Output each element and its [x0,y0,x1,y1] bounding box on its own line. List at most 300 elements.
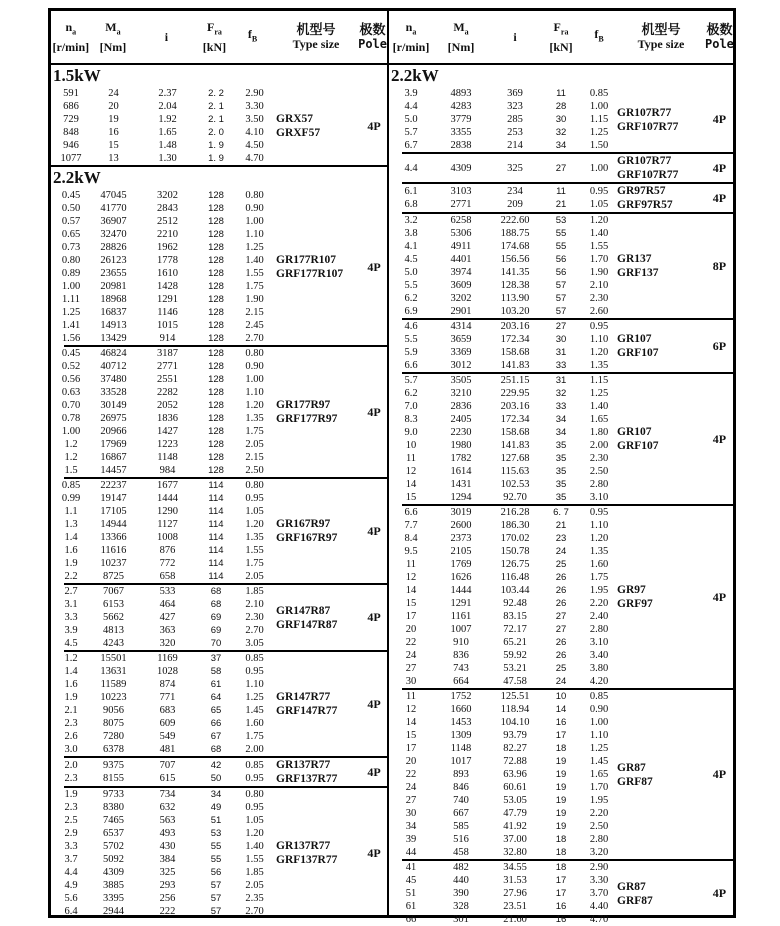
spec-row [51,215,276,228]
spec-cell: 1. 9 [208,140,224,151]
spec-cell: 128 [208,190,224,201]
spec-cell: 1.05 [245,506,264,517]
spec-cell: 17 [405,743,417,754]
spec-row [389,703,617,716]
spec-cell: 37480 [100,374,127,385]
spec-cell: 1015 [157,320,178,331]
spec-cell: 26 [555,637,567,648]
spec-cell: 0.95 [589,186,609,197]
spec-cell: 114 [208,571,224,582]
spec-cell: 53 [210,828,222,839]
pole-label: 4P [712,589,727,604]
spec-cell: 57 [555,280,567,291]
spec-cell: 2.20 [589,808,609,819]
spec-cell: 6153 [103,599,124,610]
spec-cell: 118.94 [500,704,530,715]
spec-row [51,905,276,918]
spec-cell: 14 [405,585,417,596]
spec-block [389,374,734,504]
spec-cell: 740 [453,795,469,806]
spec-cell: 874 [159,679,176,690]
type-size-line: GR137R77 [276,840,331,852]
spec-cell: 5662 [103,612,124,623]
spec-row [389,532,617,545]
spec-cell: 8380 [103,802,124,813]
spec-cell: 3019 [450,507,472,518]
spec-row [389,266,617,279]
spec-cell: 2.80 [589,624,609,635]
spec-cell: 4.6 [404,321,418,332]
spec-cell: 1.85 [245,867,264,878]
spec-cell: 20966 [100,426,127,437]
spec-cell: 2105 [450,546,472,557]
spec-cell: 8.4 [404,533,418,544]
spec-cell: 2.5 [64,815,78,826]
spec-cell: 17 [555,888,567,899]
spec-block [389,154,734,182]
spec-cell: 3.10 [589,492,609,503]
spec-cell: 2.05 [245,880,264,891]
spec-cell: 2.7 [64,586,78,597]
spec-rows [389,87,617,152]
spec-row [51,505,276,518]
spec-cell: 4283 [450,101,472,112]
type-size-line: GRF167R97 [276,532,338,544]
spec-cell: 0.99 [61,493,81,504]
spec-cell: 609 [159,718,176,729]
spec-cell: 16 [555,914,567,925]
type-size-line: GRF137 [617,267,659,279]
spec-rows [51,189,276,345]
power-section [389,65,734,926]
spec-cell: 1.6 [64,679,78,690]
spec-cell: 14913 [100,320,127,331]
spec-cell: 707 [159,760,176,771]
spec-cell: 0.90 [589,704,609,715]
spec-cell: 1.56 [61,333,81,344]
spec-cell: 771 [159,692,176,703]
spec-cell: 16867 [100,452,127,463]
spec-row [389,387,617,400]
spec-row [51,678,276,691]
spec-row [51,717,276,730]
spec-row [51,743,276,756]
spec-row [389,292,617,305]
spec-cell: 15 [108,140,119,151]
spec-cell: 363 [159,625,176,636]
spec-cell: 2210 [157,229,178,240]
spec-cell: 26975 [100,413,127,424]
type-size-label [617,374,705,504]
spec-cell: 30 [405,676,417,687]
spec-cell: 61 [405,901,417,912]
spec-cell: 128 [208,307,224,318]
type-size-line: GR107R77 [617,155,672,167]
spec-cell: 209 [507,199,523,210]
spec-cell: 5.5 [404,280,418,291]
spec-cell: 33 [555,360,567,371]
spec-cell: 0.78 [61,413,81,424]
spec-cell: 3.30 [245,101,264,112]
spec-cell: 72.88 [503,756,527,767]
spec-cell: 3.1 [64,599,78,610]
spec-cell: 320 [159,638,176,649]
spec-rows [389,184,617,212]
spec-row [51,759,276,772]
pole-label: 4P [367,523,381,538]
spec-cell: 16 [555,901,567,912]
spec-cell: 4.5 [404,254,418,265]
spec-row [51,202,276,215]
spec-cell: 0.80 [245,480,264,491]
spec-cell: 1169 [157,653,178,664]
spec-cell: 848 [63,127,79,138]
column-header-fra: $F_{ra}$ [kN] [549,20,573,54]
type-size-line: GRF87 [617,894,653,907]
spec-cell: 2.30 [589,453,609,464]
spec-cell: 1.05 [589,199,609,210]
spec-row [51,814,276,827]
spec-row [51,801,276,814]
spec-cell: 6.4 [64,906,78,917]
spec-cell: 729 [63,114,79,125]
spec-cell: 1.50 [589,140,609,151]
spec-cell: 1.9 [64,558,78,569]
spec-row [51,570,276,583]
spec-cell: 1.35 [245,532,264,543]
spec-block [51,347,387,477]
spec-cell: 12 [405,572,417,583]
spec-cell: 19 [555,756,567,767]
spec-cell: 2.70 [245,906,264,917]
spec-cell: 42 [210,760,222,771]
spec-cell: 44 [405,847,417,858]
spec-block [51,758,387,786]
spec-cell: 68 [210,586,222,597]
spec-cell: 1.55 [245,545,264,556]
spec-cell: 1.00 [589,162,609,174]
spec-row [51,518,276,531]
spec-cell: 17969 [100,439,127,450]
spec-cell: 128 [208,294,224,305]
power-section [51,65,387,165]
spec-cell: 3012 [450,360,472,371]
spec-cell: 69 [210,625,222,636]
spec-row [51,412,276,425]
spec-cell: 128 [208,452,224,463]
spec-row [389,649,617,662]
pole-label: 4P [712,160,727,175]
spec-cell: 126.75 [500,559,530,570]
type-size-line: GR97 [617,584,646,596]
spec-cell: 4309 [450,162,472,174]
spec-cell: 1291 [157,294,178,305]
type-size-line: GRF147R77 [276,705,338,717]
spec-cell: 3.2 [404,215,418,226]
spec-cell: 26 [555,598,567,609]
spec-cell: 1.41 [61,320,81,331]
spec-cell: 32.80 [503,847,527,858]
column-header-fra: $F_{ra}$ [kN] [202,20,227,54]
spec-cell: 53.21 [503,663,527,674]
spec-cell: 37 [210,653,222,664]
spec-cell: 2282 [157,387,178,398]
type-size-line: GR107 [617,426,652,438]
spec-cell: 0.95 [245,802,264,813]
spec-cell: 23 [555,533,567,544]
column-header-i: i [164,30,169,44]
spec-rows [51,347,276,477]
spec-row [389,279,617,292]
spec-cell: 6.2 [404,293,418,304]
spec-cell: 30 [405,808,417,819]
spec-cell: 55 [555,228,567,239]
spec-cell: 128 [208,439,224,450]
spec-cell: 1223 [157,439,178,450]
spec-cell: 26 [555,585,567,596]
spec-cell: 3.20 [589,847,609,858]
spec-cell: 2.00 [589,440,609,451]
spec-cell: 40712 [100,361,127,372]
spec-cell: 14 [405,479,417,490]
spec-cell: 836 [453,650,469,661]
spec-cell: 8.3 [404,414,418,425]
spec-cell: 0.95 [245,666,264,677]
spec-cell: 50 [210,773,222,784]
pole-label: 4P [367,610,381,624]
spec-cell: 27 [405,795,417,806]
spec-cell: 1148 [450,743,472,754]
spec-cell: 1.75 [245,558,264,569]
spec-cell: 3187 [157,348,178,359]
column-header-fb: $f_B$ [247,27,258,44]
spec-cell: 141.83 [500,440,530,451]
spec-cell: 1146 [157,307,178,318]
column-header-pole: 极数 Pole [705,22,734,51]
spec-cell: 172.34 [500,334,530,345]
spec-cell: 2.50 [589,821,609,832]
column-header-na: $n_a$ [r/min] [52,20,90,54]
table-header-right [389,11,734,65]
spec-cell: 6537 [103,828,124,839]
spec-cell: 686 [63,101,79,112]
spec-cell: 31 [555,375,567,386]
spec-cell: 2838 [450,140,472,151]
spec-cell: 17 [555,875,567,886]
spec-cell: 1294 [450,492,472,503]
spec-cell: 6.9 [404,306,418,317]
spec-cell: 390 [453,888,469,899]
spec-cell: 2052 [157,400,178,411]
pole-label: 4P [712,431,727,446]
spec-cell: 563 [159,815,176,826]
spec-row [51,254,276,267]
spec-cell: 158.68 [500,347,530,358]
spec-cell: 3.7 [64,854,78,865]
type-size-line: GRF87 [617,775,653,788]
spec-row [51,113,276,126]
spec-cell: 549 [159,731,176,742]
spec-cell: 0.80 [245,348,264,359]
spec-cell: 7.0 [404,401,418,412]
spec-cell: 34 [555,427,567,438]
spec-cell: 772 [159,558,176,569]
spec-cell: 1.55 [245,854,264,865]
spec-cell: 1.55 [589,241,609,252]
spec-cell: 3505 [450,375,472,386]
spec-row [389,87,617,100]
spec-row [51,189,276,202]
spec-cell: 2405 [450,414,472,425]
spec-cell: 4.70 [589,914,609,925]
spec-cell: 115.63 [500,466,530,477]
spec-cell: 1290 [157,506,178,517]
spec-cell: 3395 [103,893,124,904]
spec-cell: 4911 [450,241,472,252]
spec-row [51,704,276,717]
spec-row [51,665,276,678]
spec-cell: 13631 [100,666,127,677]
spec-rows [389,861,617,926]
spec-row [51,531,276,544]
spec-cell: 18 [555,862,567,873]
type-size-label [276,758,361,786]
spec-cell: 2.80 [589,834,609,845]
spec-cell: 0.70 [61,400,81,411]
pole-label: 8P [712,258,727,273]
spec-row [389,185,617,198]
spec-cell: 12 [405,466,417,477]
type-size-label [617,87,705,152]
spec-cell: 58 [210,666,222,677]
spec-cell: 9056 [103,705,124,716]
table-header-left [51,11,387,65]
spec-rows [389,690,617,859]
spec-cell: 2373 [450,533,472,544]
spec-cell: 0.57 [61,216,81,227]
spec-cell: 1431 [450,479,472,490]
spec-cell: 56 [555,267,567,278]
spec-row [389,900,617,913]
spec-cell: 128 [208,281,224,292]
spec-cell: 3.3 [64,841,78,852]
spec-cell: 35 [555,466,567,477]
spec-cell: 1427 [157,426,178,437]
spec-cell: 0.90 [245,361,264,372]
type-size-line: GR167R97 [276,518,331,530]
spec-cell: 5.0 [404,114,418,125]
spec-cell: 113.90 [500,293,530,304]
spec-row [51,280,276,293]
spec-cell: 2.40 [589,611,609,622]
spec-cell: 0.80 [245,190,264,201]
spec-cell: 13429 [100,333,127,344]
spec-row [51,866,276,879]
spec-cell: 68 [210,599,222,610]
type-size-line: GRX57 [276,113,314,125]
spec-cell: 17 [555,730,567,741]
spec-cell: 6378 [103,744,124,755]
column-header-pole: 极数 Pole [358,22,387,51]
type-size-line: GR137R77 [276,759,331,771]
spec-cell: 0.45 [61,348,81,359]
spec-cell: 127.68 [500,453,530,464]
spec-cell: 23655 [100,268,127,279]
pole-label: 4P [367,764,381,779]
spec-row [389,198,617,211]
spec-row [389,227,617,240]
spec-cell: 1778 [157,255,178,266]
spec-row [51,293,276,306]
spec-table-right [389,11,734,925]
catalog-page [48,8,736,925]
spec-row [51,611,276,624]
type-size-line: GR147R87 [276,604,331,617]
spec-row [389,755,617,768]
spec-cell: 128 [208,348,224,359]
spec-cell: 664 [453,676,469,687]
spec-cell: 464 [159,599,176,610]
spec-cell: 69 [210,612,222,623]
spec-cell: 128 [208,426,224,437]
spec-cell: 5702 [103,841,124,852]
type-size-label [617,214,705,318]
spec-block [51,652,387,756]
spec-cell: 1.75 [245,281,264,292]
type-size-line: GRF137R77 [276,854,338,866]
spec-cell: 2.0 [64,760,78,771]
spec-cell: 2.3 [64,802,78,813]
spec-cell: 4314 [450,321,472,332]
spec-cell: 9.5 [404,546,418,557]
spec-cell: 0.85 [245,760,264,771]
spec-cell: 876 [159,545,176,556]
spec-row [51,557,276,570]
spec-row [51,691,276,704]
pole-label: 4P [367,259,381,274]
spec-cell: 64 [210,692,222,703]
spec-row [389,742,617,755]
spec-row [389,794,617,807]
spec-cell: 114 [208,519,224,530]
spec-row [51,267,276,280]
spec-cell: 12 [405,704,417,715]
spec-cell: 70 [210,638,222,649]
spec-cell: 34 [555,414,567,425]
spec-cell: 21.60 [503,914,527,925]
spec-cell: 3.9 [404,88,418,99]
spec-cell: 24 [405,782,417,793]
spec-cell: 6.6 [404,360,418,371]
spec-cell: 1.9 [64,692,78,703]
spec-cell: 27 [555,162,567,174]
spec-row [51,585,276,598]
spec-cell: 18 [555,847,567,858]
spec-cell: 4.70 [245,153,264,164]
spec-cell: 1.00 [589,101,609,112]
type-size-label [276,347,361,477]
spec-cell: 3.80 [589,663,609,674]
type-size-label [276,189,361,345]
spec-cell: 27.96 [503,888,527,899]
spec-cell: 0.80 [61,255,81,266]
spec-cell: 1.40 [589,228,609,239]
spec-cell: 5.9 [404,347,418,358]
spec-cell: 1.60 [589,559,609,570]
spec-cell: 5.7 [404,127,418,138]
spec-row [51,730,276,743]
spec-cell: 1.75 [245,731,264,742]
